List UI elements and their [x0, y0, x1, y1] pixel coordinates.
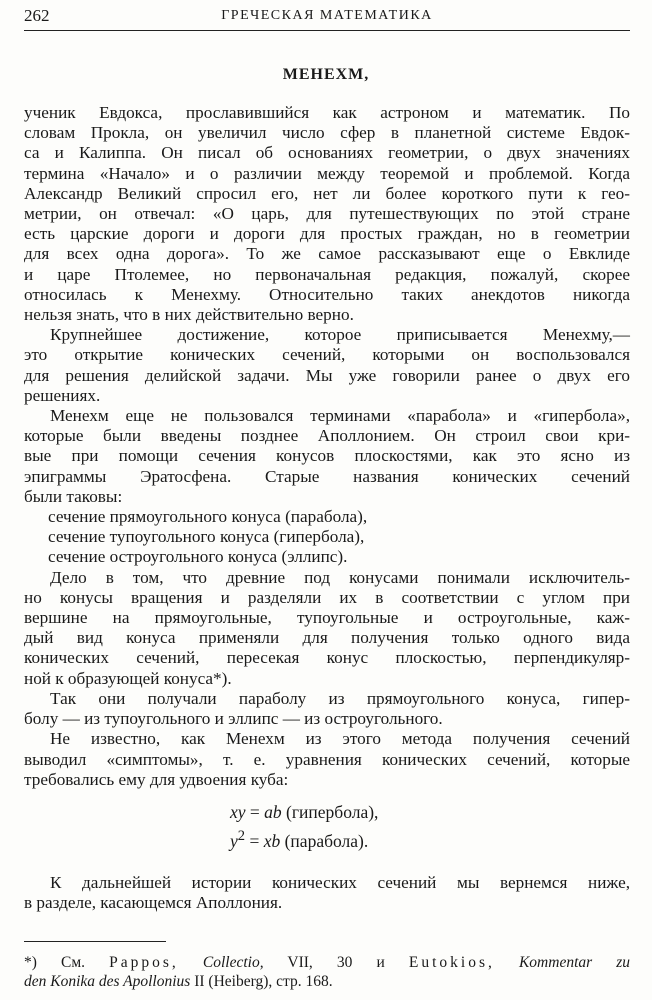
- list-item: сечение остроугольного конуса (эллипс).: [48, 547, 348, 567]
- text-line: болу — из тупоугольного и эллипс — из остроугольного.: [24, 709, 443, 729]
- text-line: вершине на прямоугольные, тупоугольные и остроугольные, каж-: [24, 608, 630, 628]
- text-line: которые были введены позднее Аполлонием. Он строил свои кри-: [24, 426, 630, 446]
- text-line: для всех одна дорога». То же самое рассказывают еще о Евклиде: [24, 244, 630, 264]
- footnote-marker: *) См.: [24, 954, 86, 971]
- text-line: но конусы вращения и разделяли их в соответствии с углом при: [24, 587, 630, 607]
- footnote-ref: II (Heiberg), стр. 168.: [194, 973, 333, 990]
- page-number: 262: [24, 6, 50, 25]
- list-item: сечение тупоугольного конуса (гипербола),: [48, 527, 365, 547]
- text-line: Александр Великий спросил его, нет ли более короткого пути к гео-: [24, 183, 630, 203]
- footnote-line: [24, 972, 630, 991]
- formula-parabola: [24, 824, 630, 853]
- running-title: ГРЕЧЕСКАЯ МАТЕМАТИКА: [221, 8, 433, 23]
- text-line: са и Калиппа. Он писал об основаниях геометрии, о двух значениях: [24, 143, 630, 163]
- text-line: метрии, он отвечал: «О царь, для путешествующих по этой стране: [24, 204, 630, 224]
- text-line: это открытие конических сечений, которыми он воспользовался: [24, 345, 630, 365]
- text-line: в разделе, касающемся Аполлония.: [24, 892, 283, 912]
- text-line: для решения делийской задачи. Мы уже говорили ранее о двух его: [24, 365, 630, 385]
- text-line: нельзя знать, что в них действительно верно.: [24, 305, 354, 325]
- formula-rhs: xb: [263, 830, 281, 851]
- paragraph: [24, 729, 630, 790]
- formula-rhs: ab: [264, 801, 282, 822]
- text-line: относилась к Менехму. Относительно таких анекдотов никогда: [24, 284, 630, 304]
- formulas: [24, 800, 630, 853]
- footnote-ref: VII, 30 и: [287, 954, 385, 971]
- text-line: конических сечений, пересекая конус плоскостью, перпендикуляр-: [24, 648, 630, 668]
- formula-label: (парабола).: [284, 830, 369, 851]
- text-line: дый вид конуса применяли для получения только одного вида: [24, 628, 630, 648]
- paragraph: [24, 325, 630, 406]
- text-line: термина «Начало» и о различии между теоремой и проблемой. Когда: [24, 163, 630, 183]
- footnote-author: Eutokios,: [408, 954, 495, 971]
- page-header: [24, 4, 630, 31]
- paragraph: [24, 406, 630, 507]
- body-text: [24, 103, 630, 913]
- footnote-work: Kommentar zu: [518, 954, 631, 971]
- footnote-author: Pappos,: [109, 954, 179, 971]
- text-line: есть царские дороги и дороги для простых граждан, но в геометрии: [24, 224, 630, 244]
- footnote-work: Collectio,: [202, 954, 264, 971]
- text-line: Крупнейшее достижение, которое приписывается Менехму,—: [50, 325, 630, 345]
- footnote: [24, 953, 630, 991]
- text-line: вые при помощи сечения конусов плоскостями, как это ясно из: [24, 446, 630, 466]
- text-line: эпиграммы Эратосфена. Старые названия конических сечений: [24, 466, 630, 486]
- text-line: выводил «симптомы», т. е. уравнения конических сечений, которые: [24, 749, 630, 769]
- formula-equals: =: [245, 801, 265, 822]
- text-line: решениях.: [24, 385, 101, 405]
- section-title: МЕНЕХМ,: [282, 66, 370, 83]
- paragraph: [24, 689, 630, 729]
- text-line: Так они получали параболу из прямоугольного конуса, гипер-: [50, 688, 630, 708]
- formula-lhs: y: [230, 830, 238, 851]
- text-line: Не известно, как Менехм из этого метода получения сечений: [50, 729, 630, 749]
- text-line: требовались ему для удвоения куба:: [24, 769, 289, 789]
- footnote-line: [24, 953, 630, 972]
- formula-label: (гипербола),: [286, 801, 379, 822]
- text-line: Дело в том, что древние под конусами понимали исключитель-: [50, 567, 630, 587]
- footnote-rule: [24, 941, 166, 942]
- formula-hyperbola: [24, 800, 630, 824]
- formula-lhs: xy: [230, 801, 246, 822]
- paragraph: [24, 873, 630, 913]
- list-item: сечение прямоугольного конуса (парабола),: [48, 507, 368, 527]
- paragraph: [24, 568, 630, 689]
- text-line: и царе Птолемее, но первоначальная редакция, пожалуй, скорее: [24, 264, 630, 284]
- text-line: К дальнейшей истории конических сечений мы вернемся ниже,: [50, 872, 630, 892]
- paragraph: [24, 103, 630, 325]
- conic-sections-list: [24, 507, 630, 568]
- text-line: были таковы:: [24, 486, 123, 506]
- formula-equals: =: [245, 830, 264, 851]
- text-line: Менехм еще не пользовался терминами «парабола» и «гипербола»,: [50, 406, 630, 426]
- text-line: ной к образующей конуса*).: [24, 668, 232, 688]
- text-line: словам Прокла, он увеличил число сфер в планетной системе Евдок-: [24, 123, 630, 143]
- text-line: ученик Евдокса, прославившийся как астроном и математик. По: [24, 103, 630, 122]
- formula-exponent: 2: [237, 827, 246, 844]
- footnote-work: den Konika des Apollonius: [24, 973, 191, 990]
